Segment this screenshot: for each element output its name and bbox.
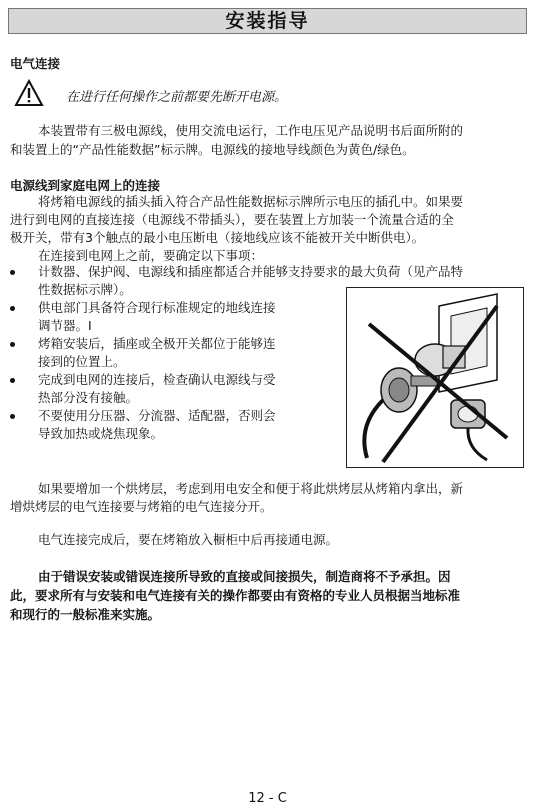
list-item: 计数器、保护阀、电源线和插座都适合并能够支持要求的最大负荷（见产品特 (38, 264, 464, 279)
section-heading-mains-connection: 电源线到家庭电网上的连接 (10, 178, 161, 193)
paragraph-line: 在连接到电网上之前，要确定以下事项： (38, 248, 264, 263)
list-item: 烤箱安装后，插座或全极开关都位于能够连 (38, 336, 276, 351)
bullet-dot (10, 342, 15, 347)
paragraph-line: 增烘烤层的电气连接要与烤箱的电气连接分开。 (10, 499, 273, 514)
list-item: 不要使用分压器、分流器、适配器，否则会 (38, 408, 276, 423)
liability-line: 和现行的一般标准来实施。 (10, 607, 161, 622)
page-number: 12 - C (248, 791, 287, 806)
list-item: 热部分没有接触。 (38, 390, 139, 405)
paragraph-line: 进行到电网的直接连接（电源线不带插头），要在装置上方加装一个流量合适的全 (10, 212, 454, 227)
list-item: 接到的位置上。 (38, 354, 126, 369)
paragraph-line: 极开关，带有3个触点的最小电压断电（接地线应该不能被开关中断供电）。 (10, 230, 425, 245)
bullet-dot (10, 306, 15, 311)
warning-icon (14, 79, 44, 107)
crossed-out-plug-icon (347, 288, 523, 467)
liability-line: 此，要求所有与安装和电气连接有关的操作都要由有资格的专业人员根据当地标准 (10, 588, 461, 603)
list-item: 供电部门具备符合现行标准规定的地线连接 (38, 300, 276, 315)
bullet-dot (10, 414, 15, 419)
list-item: 完成到电网的连接后，检查确认电源线与受 (38, 372, 276, 387)
liability-notice (10, 567, 526, 624)
list-item: 性数据标示牌）。 (38, 282, 132, 297)
page-title: 安装指导 (8, 8, 527, 34)
paragraph-line: 和装置上的“产品性能数据”标示牌。电源线的接地导线颜色为黄色/绿色。 (10, 142, 415, 157)
bullet-dot (10, 270, 15, 275)
section-heading-electrical-connection: 电气连接 (10, 56, 61, 71)
plug-adapter-illustration (346, 287, 524, 468)
list-item: 调节器。I (38, 318, 92, 333)
bullet-dot (10, 378, 15, 383)
list-item: 导致加热或烧焦现象。 (38, 426, 164, 441)
warning-text: 在进行任何操作之前都要先断开电源。 (66, 90, 288, 105)
paragraph-line: 本装置带有三极电源线，使用交流电运行，工作电压见产品说明书后面所附的 (38, 123, 464, 138)
paragraph-line: 将烤箱电源线的插头插入符合产品性能数据标示牌所示电压的插孔中。如果要 (38, 194, 464, 209)
paragraph-line: 如果要增加一个烘烤层，考虑到用电安全和便于将此烘烤层从烤箱内拿出，新 (38, 481, 464, 496)
paragraph-line: 电气连接完成后，要在烤箱放入橱柜中后再接通电源。 (38, 532, 339, 547)
liability-line: 由于错误安装或错误连接所导致的直接或间接损失，制造商将不予承担。因 (38, 569, 451, 584)
